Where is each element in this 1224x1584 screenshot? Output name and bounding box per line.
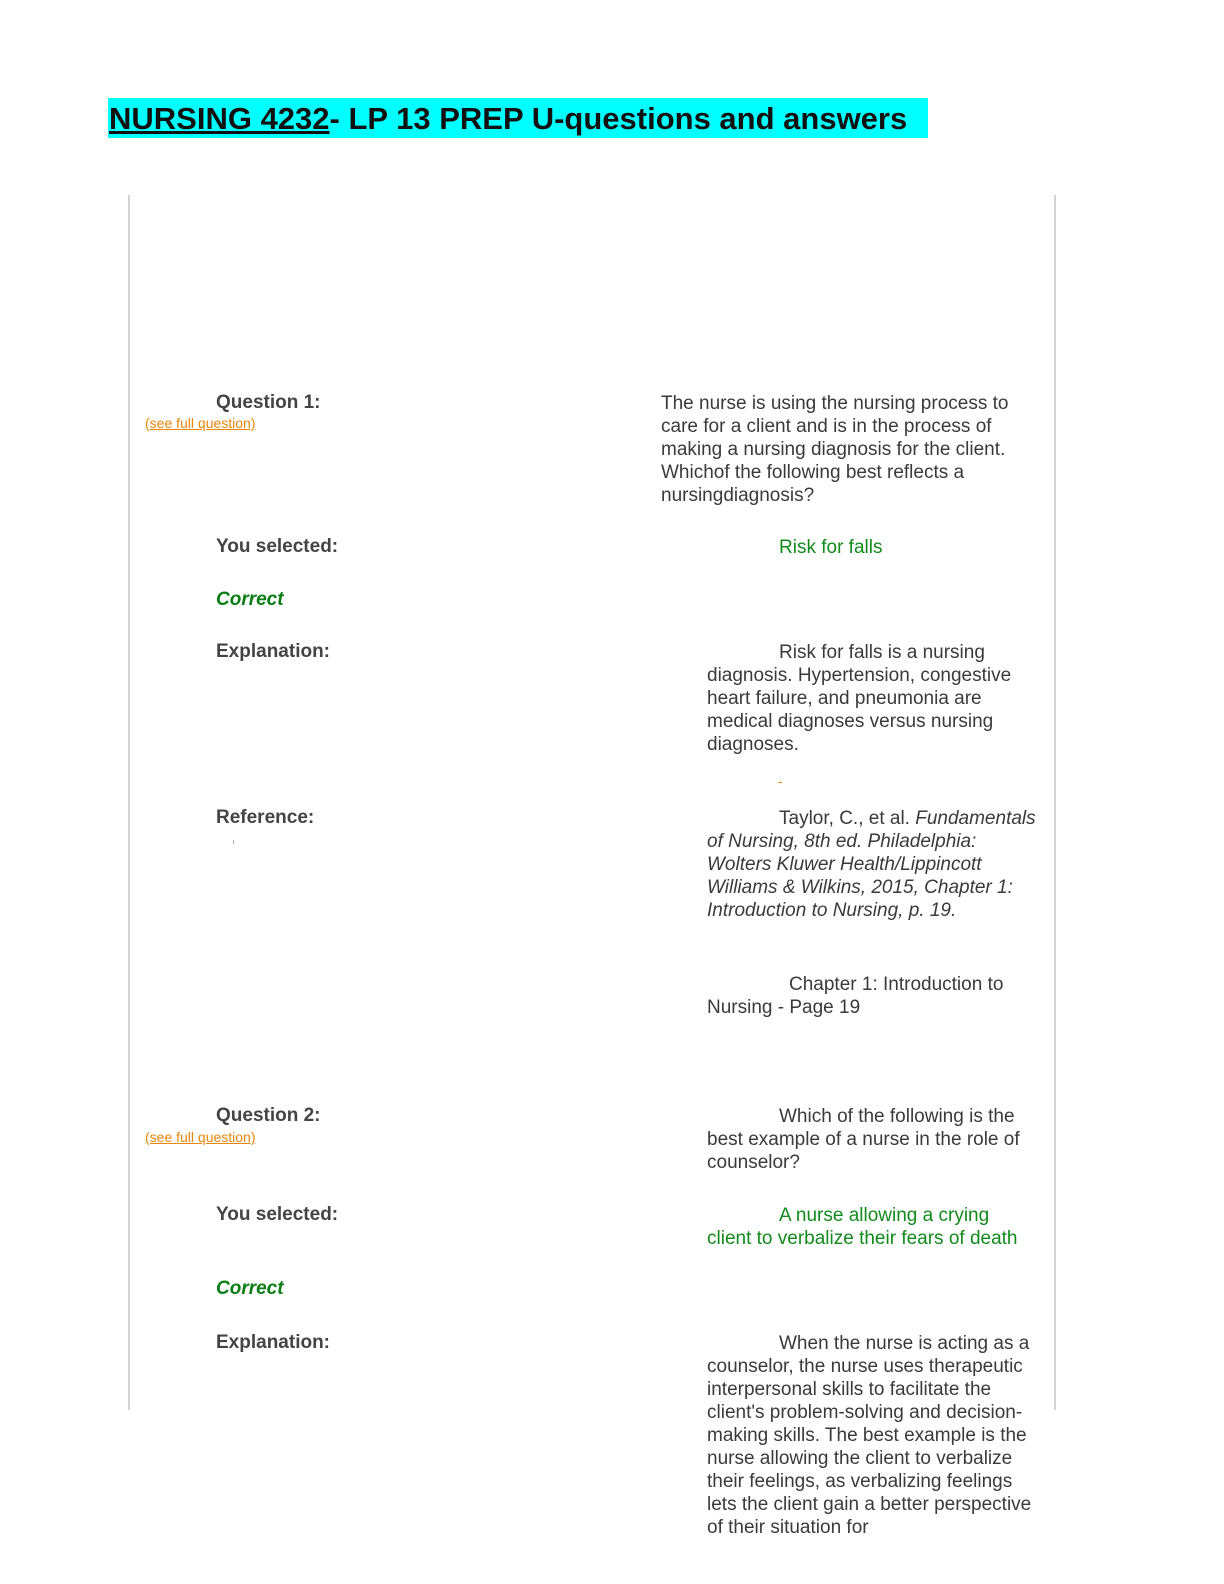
page-title bbox=[109, 100, 907, 138]
reference-author: Taylor, C., et al. bbox=[779, 808, 910, 829]
question-1-reference-label: Reference: bbox=[216, 807, 315, 828]
question-1-explanation-label: Explanation: bbox=[216, 641, 331, 662]
title-rest: - LP 13 PREP U-questions and answers bbox=[329, 101, 908, 136]
question-2-correct-status: Correct bbox=[216, 1278, 284, 1299]
question-2-selected-answer: A nurse allowing a crying client to verbalize their fears of death bbox=[707, 1205, 1018, 1249]
question-2-prompt: Which of the following is the best example of a nurse in the role of counselor? bbox=[707, 1106, 1020, 1173]
question-1-explanation: Risk for falls is a nursing diagnosis. Hypertension, congestive heart failure, and pneumonia are medical diagnoses versus nursing diagnoses. bbox=[707, 642, 1012, 755]
question-1-selected-answer: Risk for falls bbox=[779, 537, 883, 558]
question-2-you-selected-label: You selected: bbox=[216, 1204, 339, 1225]
question-2-explanation: When the nurse is acting as a counselor, the nurse uses therapeutic interpersonal skills to facilitate the client's problem-solving and decision-making skills. The best example is the nurse allowing the client to verbalize their feelings, as verbalizing feelings lets the client gain a better perspective of their situation for bbox=[707, 1333, 1032, 1538]
question-2-explanation-label: Explanation: bbox=[216, 1332, 331, 1353]
question-1-reference bbox=[707, 807, 1037, 922]
right-border bbox=[1054, 195, 1056, 1410]
left-border bbox=[128, 195, 130, 1410]
question-2-label: Question 2: bbox=[216, 1105, 321, 1126]
course-code: NURSING 4232 bbox=[109, 101, 330, 136]
question-1-chapter: Chapter 1: Introduction to Nursing - Page 19 bbox=[707, 974, 1004, 1018]
reference-source: Fundamentals of Nursing, 8th ed. Philadelphia: Wolters Kluwer Health/Lippincott Williams & Wilkins, 2015, Chapter 1: Introduction to Nursing, p. 19. bbox=[707, 808, 1036, 921]
see-full-question-1-link[interactable]: (see full question) bbox=[145, 415, 256, 431]
tick-mark bbox=[233, 840, 234, 844]
question-1-correct-status: Correct bbox=[216, 589, 284, 610]
question-1-dash-link[interactable]: - bbox=[778, 773, 783, 789]
see-full-question-2-link[interactable]: (see full question) bbox=[145, 1129, 256, 1145]
question-1-label: Question 1: bbox=[216, 392, 321, 413]
question-1-prompt: The nurse is using the nursing process to care for a client and is in the process of making a nursing diagnosis for the client. Whichof the following best reflects a nursingdiagnosis? bbox=[661, 393, 1009, 506]
question-1-you-selected-label: You selected: bbox=[216, 536, 339, 557]
